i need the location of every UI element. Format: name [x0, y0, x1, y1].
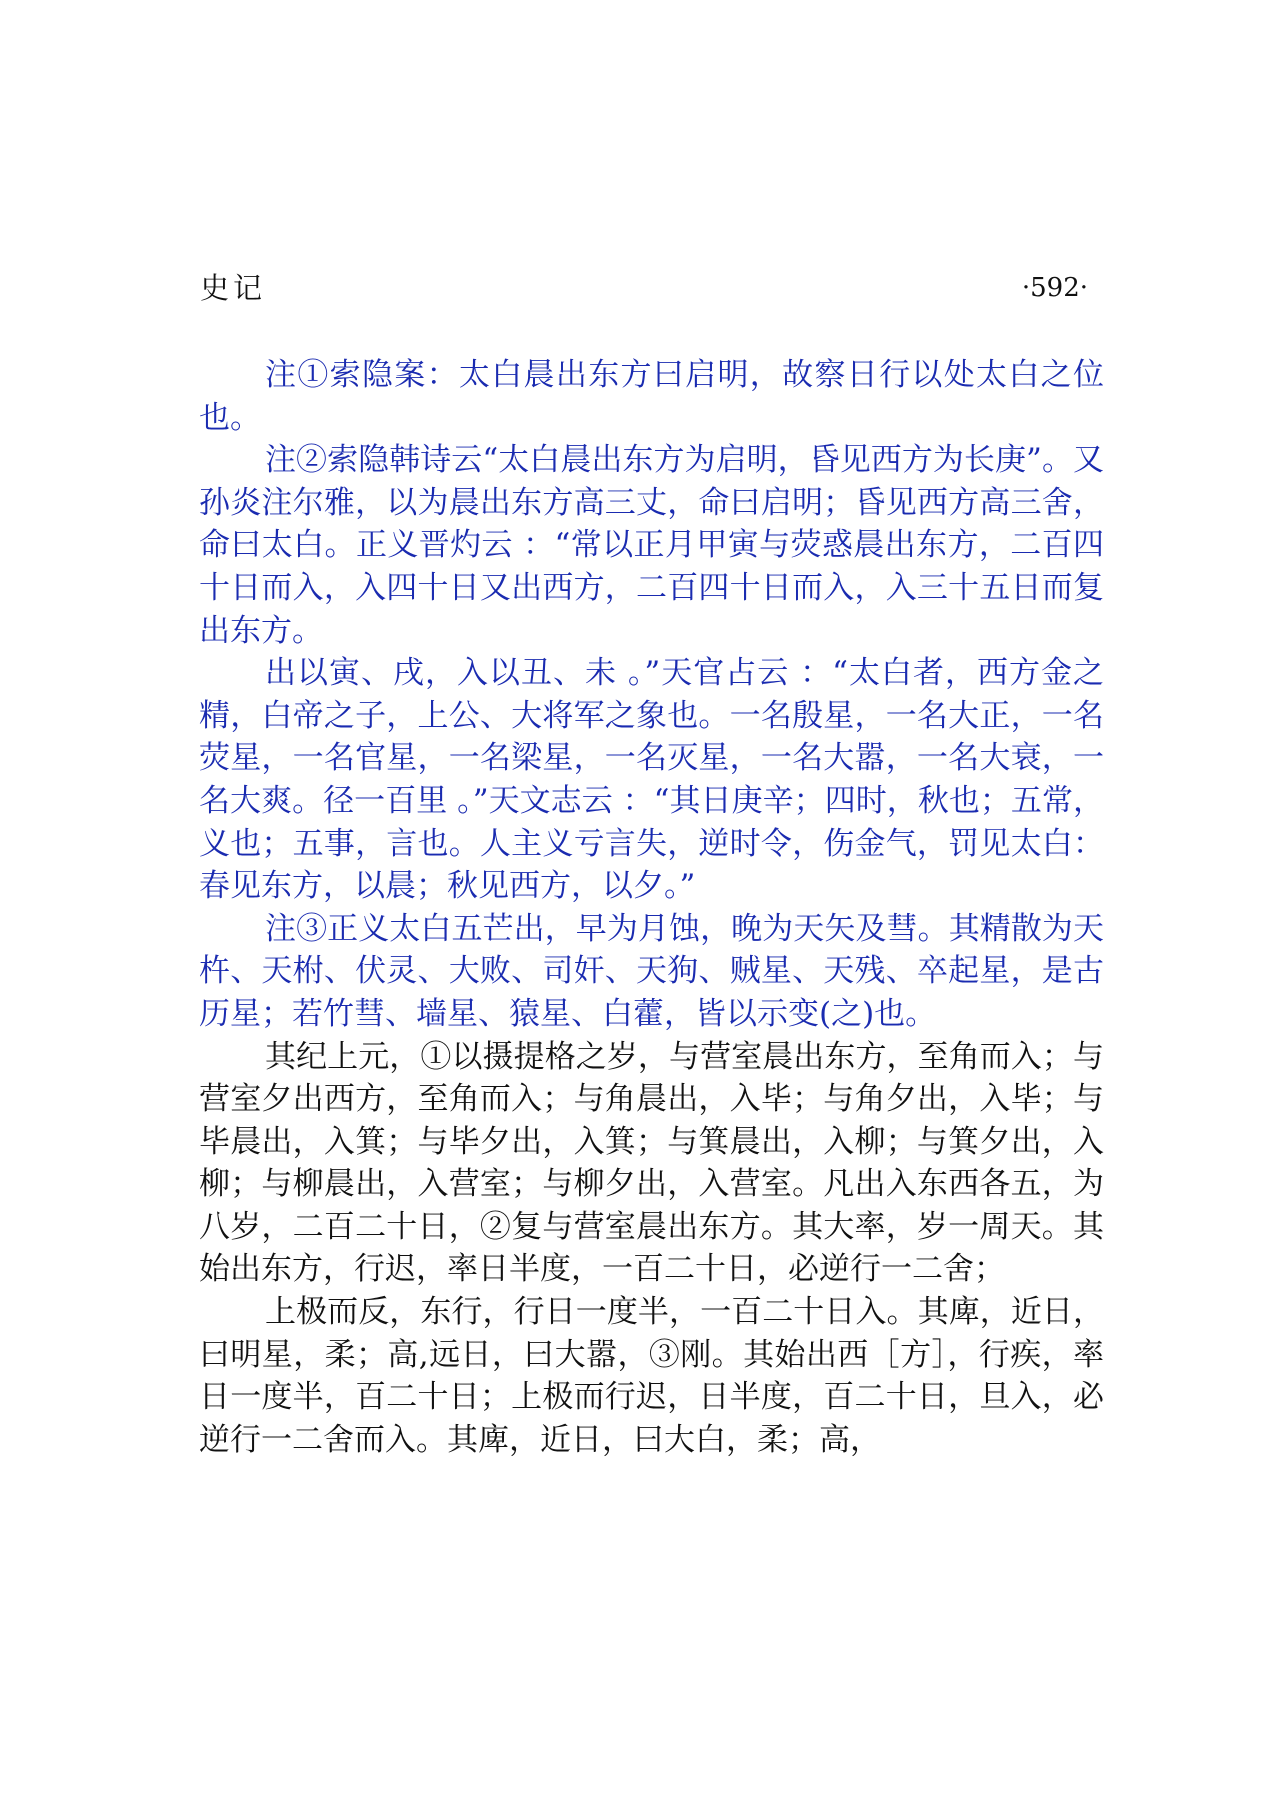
main-text-paragraph-2: 上极而反，东行，行日一度半，一百二十日入。其庳，近日，曰明星，柔；高,远日，曰大嚣，③刚。其始出西［方］，行疾，率日一度半，百二十日；上极而行迟，日半度，百二十日，旦入，必逆行一二舍而入。其庳，近日，曰大白，柔；高， — [199, 1294, 1104, 1458]
annotation-note-3: 注③正义太白五芒出，早为月蚀，晚为天矢及彗。其精散为天杵、天柎、伏灵、大败、司奸、天狗、贼星、天残、卒起星，是古历星；若竹彗、墙星、猿星、白藿，皆以示变(之)也。 — [199, 910, 1104, 1032]
annotation-note-1: 注①索隐案：太白晨出东方曰启明，故察日行以处太白之位也。 — [199, 357, 1104, 436]
annotation-note-2: 注②索隐韩诗云“太白晨出东方为启明，昏见西方为长庚”。又孙炎注尔雅，以为晨出东方高三丈，命曰启明；昏见西方高三舍，命曰太白。正义晋灼云 ：“常以正月甲寅与荧惑晨出东方，二百四十日而入，入四十日又出西方，二百四十日而入，入三十五日而复出东方。 — [199, 442, 1104, 649]
book-title: 史记 — [200, 271, 267, 305]
body-text — [199, 354, 1104, 1461]
page-header — [200, 268, 1088, 308]
main-text-paragraph-1: 其纪上元，①以摄提格之岁，与营室晨出东方，至角而入；与营室夕出西方，至角而入；与角晨出，入毕；与角夕出，入毕；与毕晨出，入箕；与毕夕出，入箕；与箕晨出，入柳；与箕夕出，入柳；与柳晨出，入营室；与柳夕出，入营室。凡出入东西各五，为八岁，二百二十日，②复与营室晨出东方。其大率，岁一周天。其始出东方，行迟，率日半度，一百二十日，必逆行一二舍； — [199, 1038, 1104, 1288]
page-number: ·592· — [1021, 273, 1088, 303]
annotation-note-2-continued: 出以寅、戌，入以丑、未 。”天官占云 ：“太白者，西方金之精，白帝之子，上公、大将军之象也。一名殷星，一名大正，一名荧星，一名官星，一名梁星，一名灭星，一名大嚣，一名大衰，一名大爽。径一百里 。”天文志云 ：“其日庚辛；四时，秋也；五常，义也；五事，言也。人主义亏言失，逆时令，伤金气，罚见太白：春见东方，以晨；秋见西方，以夕。” — [199, 655, 1104, 905]
